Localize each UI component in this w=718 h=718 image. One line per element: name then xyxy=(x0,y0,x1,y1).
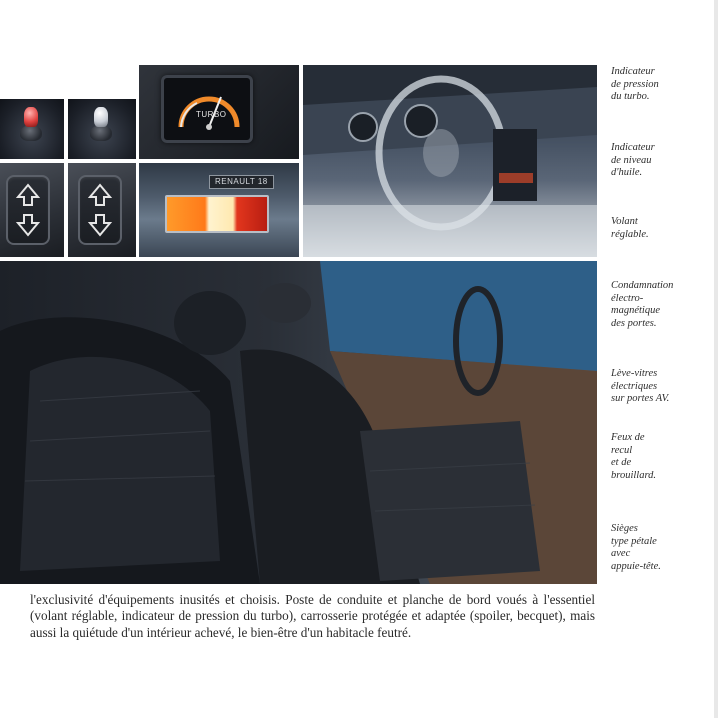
photo-window-switch-right xyxy=(68,163,136,257)
interior-illustration xyxy=(0,261,597,584)
caption-petal-seats: Sièges type pétale avec appuie-tête. xyxy=(611,523,661,572)
photo-red-knob xyxy=(0,99,64,159)
red-knob-cap xyxy=(24,107,38,127)
knob-base xyxy=(20,125,42,141)
knob-base xyxy=(90,125,112,141)
turbo-label: TURBO xyxy=(196,110,227,119)
photo-dashboard xyxy=(303,65,597,257)
page-edge xyxy=(714,0,718,718)
photo-rear-light xyxy=(139,163,299,257)
caption-door-locking: Condamnation électro- magnétique des portes. xyxy=(611,280,674,329)
turbo-gauge-dial xyxy=(161,75,253,143)
photo-turbo-gauge xyxy=(139,65,299,159)
renault-badge: RENAULT 18 xyxy=(209,175,274,189)
body-paragraph: l'exclusivité d'équipements inusités et choisis. Poste de conduite et planche de bord voués à l'essentiel (volant réglable, indicateur de pression du turbo), carrosserie protégée et adaptée (spoiler, becquet), mais aussi la quiétude d'un intérieur achevé, le bien-être d'un habitacle feutré. xyxy=(30,592,595,640)
up-down-arrow-icon xyxy=(6,175,50,245)
photo-window-switch-left xyxy=(0,163,64,257)
dashboard-illustration xyxy=(303,65,597,257)
clear-knob-cap xyxy=(94,107,108,127)
up-down-arrow-icon xyxy=(78,175,122,245)
rear-lamp xyxy=(165,195,269,233)
photo-clear-knob xyxy=(68,99,136,159)
caption-turbo-pressure: Indicateur de pression du turbo. xyxy=(611,66,659,103)
gauge-frame xyxy=(161,75,253,143)
caption-adjustable-wheel: Volant réglable. xyxy=(611,216,649,240)
rocker-switch xyxy=(78,175,122,245)
photo-interior-seats xyxy=(0,261,597,584)
caption-reverse-fog-lights: Feux de recul et de brouillard. xyxy=(611,432,657,481)
rocker-switch xyxy=(6,175,50,245)
caption-power-windows: Lève-vitres électriques sur portes AV. xyxy=(611,368,670,405)
caption-oil-level: Indicateur de niveau d'huile. xyxy=(611,142,655,179)
